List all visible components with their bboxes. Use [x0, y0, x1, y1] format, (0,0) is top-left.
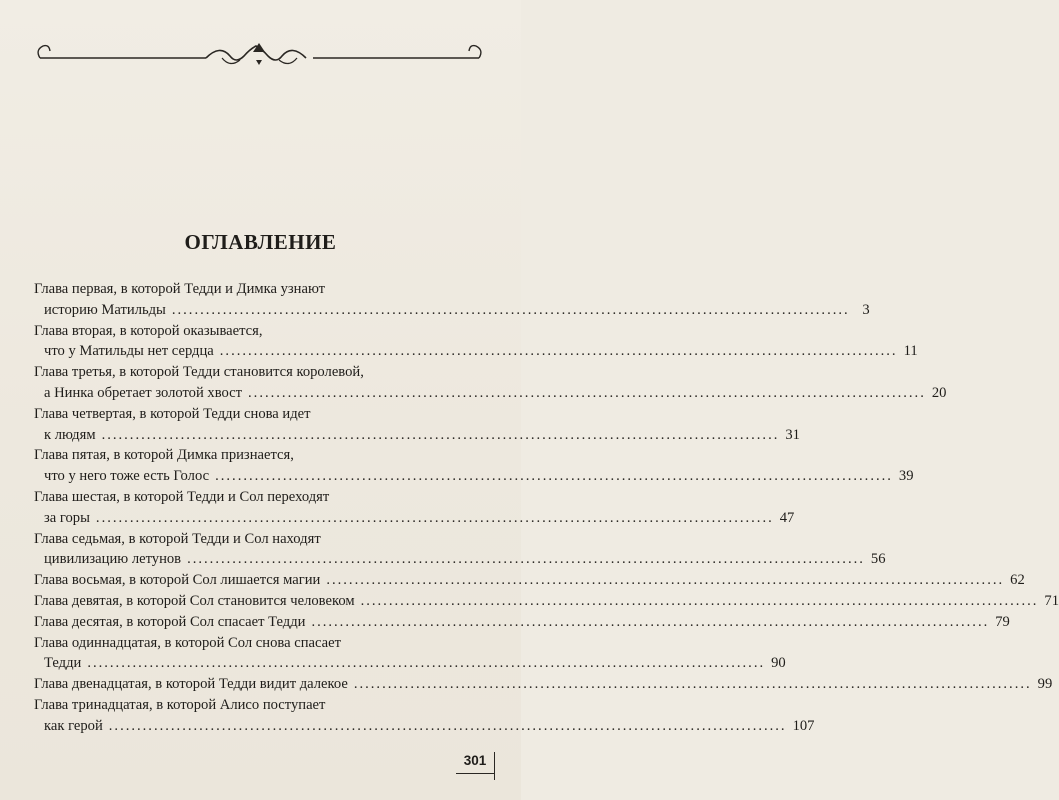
toc-entry-line [34, 592, 1059, 614]
toc-entry [34, 447, 914, 489]
toc-entry-text: Глава девятая, в которой Сол становится человеком [34, 592, 355, 609]
toc-entry-text: что у Матильды нет сердца [44, 343, 214, 360]
dot-leader: ........................................................................................................................ [95, 509, 774, 526]
ornament-divider [34, 38, 485, 72]
toc-entry-text: Глава четвертая, в которой Тедди снова идет [34, 405, 311, 422]
toc-page-number: 11 [903, 343, 918, 360]
dot-leader: ........................................................................................................................ [311, 613, 990, 630]
toc-page-number: 3 [862, 301, 870, 318]
table-of-contents [34, 281, 1059, 739]
toc-entry-text: Глава шестая, в которой Тедди и Сол переходят [34, 488, 330, 505]
toc-entry-text: как герой [44, 717, 103, 734]
toc-entry-text: что у него тоже есть Голос [44, 468, 210, 485]
toc-entry-line [34, 468, 914, 489]
toc-entry-text: Глава восьмая, в которой Сол лишается магии [34, 572, 321, 589]
toc-entry [34, 572, 1025, 593]
page-number: 301 [463, 753, 487, 768]
toc-entry-line [34, 281, 476, 302]
toc-entry-text: цивилизацию летунов [44, 551, 182, 568]
toc-entry [34, 613, 1010, 635]
toc-entry-line [34, 531, 476, 552]
dot-leader: ........................................................................................................................ [248, 384, 926, 401]
toc-entry [34, 530, 886, 573]
toc-entry-line [34, 343, 918, 364]
toc-entry-text: историю Матильды [44, 301, 166, 318]
toc-entry [34, 405, 800, 448]
dot-leader: ........................................................................................................................ [108, 717, 787, 734]
toc-entry [34, 488, 795, 531]
toc-entry-line [34, 635, 476, 656]
toc-entry-line [34, 697, 476, 718]
toc-page-number: 99 [1037, 676, 1053, 693]
toc-entry-text: Глава двенадцатая, в которой Тедди видит далекое [34, 676, 348, 693]
toc-entry-text: Глава десятая, в которой Сол спасает Тедди [34, 613, 306, 630]
toc-entry-text: к людям [44, 426, 96, 443]
toc-page-number: 107 [792, 717, 815, 734]
toc-entry-line [34, 551, 886, 572]
toc-page-number: 71 [1044, 592, 1059, 609]
toc-entry-line [34, 509, 795, 531]
toc-entry-text: Глава пятая, в которой Димка признается, [34, 447, 294, 464]
toc-entry-line [34, 406, 476, 427]
toc-entry [34, 634, 786, 677]
toc-entry-line [34, 426, 800, 448]
toc-entry [34, 281, 870, 323]
toc-page-number: 56 [870, 551, 886, 568]
dot-leader: ........................................................................................................................ [87, 655, 766, 672]
toc-entry-text: а Нинка обретает золотой хвост [44, 384, 243, 401]
dot-leader: ........................................................................................................................ [360, 592, 1039, 609]
toc-entry [34, 676, 1053, 697]
toc-page-number: 62 [1010, 572, 1025, 589]
toc-title: ОГЛАВЛЕНИЕ [184, 230, 337, 254]
toc-page-number: 20 [931, 384, 947, 401]
toc-entry-text: за горы [44, 509, 90, 526]
page-number-bracket [494, 752, 495, 780]
toc-entry-text: Глава одиннадцатая, в которой Сол снова спасает [34, 634, 341, 651]
toc-page-number: 39 [898, 468, 914, 485]
toc-entry-text: Глава седьмая, в которой Тедди и Сол находят [34, 530, 321, 547]
toc-entry-line [34, 301, 870, 323]
toc-entry-line [34, 323, 476, 344]
toc-entry [34, 322, 918, 365]
toc-entry-line [34, 717, 815, 739]
toc-entry [34, 592, 1059, 614]
toc-page-number: 47 [779, 509, 795, 526]
toc-entry-text: Тедди [44, 655, 82, 672]
toc-entry-text: Глава тринадцатая, в которой Алисо поступает [34, 696, 326, 713]
toc-entry-line [34, 613, 1010, 635]
toc-entry-line [34, 655, 786, 676]
toc-entry-line [34, 384, 947, 406]
dot-leader: ........................................................................................................................ [219, 343, 898, 360]
toc-entry-text: Глава первая, в которой Тедди и Димка узнают [34, 281, 326, 297]
toc-page-number: 31 [785, 426, 800, 443]
toc-page-number: 90 [771, 655, 786, 672]
dot-leader: ........................................................................................................................ [353, 676, 1032, 693]
toc-page-number: 79 [995, 613, 1010, 630]
dot-leader: ........................................................................................................................ [215, 468, 893, 485]
dot-leader: ........................................................................................................................ [326, 572, 1005, 589]
page-number-rule [456, 773, 494, 774]
toc-entry-line [34, 676, 1053, 697]
toc-entry-text: Глава вторая, в которой оказывается, [34, 322, 263, 339]
dot-leader: ........................................................................................................................ [101, 426, 780, 443]
toc-entry-text: Глава третья, в которой Тедди становится королевой, [34, 364, 364, 381]
dot-leader: ........................................................................................................................ [171, 301, 850, 318]
toc-entry-line [34, 572, 1025, 593]
toc-entry-line [34, 447, 476, 468]
toc-entry [34, 364, 947, 406]
toc-entry-line [34, 489, 476, 510]
toc-entry [34, 696, 815, 739]
dot-leader: ........................................................................................................................ [187, 551, 865, 568]
toc-entry-line [34, 364, 476, 385]
